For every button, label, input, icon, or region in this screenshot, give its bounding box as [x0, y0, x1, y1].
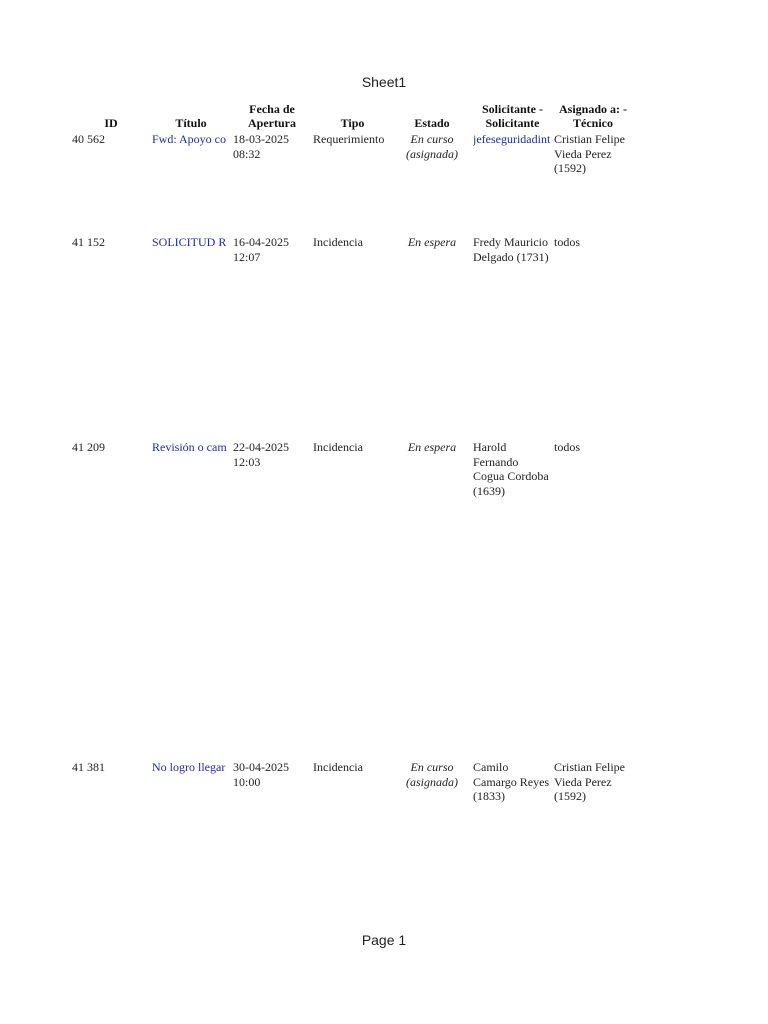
- cell-asignado: Cristian Felipe Vieda Perez (1592): [554, 132, 625, 175]
- cell-fecha: 18-03-2025 08:32: [233, 132, 289, 161]
- cell-tipo: Incidencia: [313, 760, 363, 774]
- cell-estado: En espera: [407, 440, 457, 454]
- cell-tipo: Requerimiento: [313, 132, 385, 146]
- cell-fecha: 30-04-2025 10:00: [233, 760, 289, 789]
- cell-asignado: todos: [554, 235, 581, 249]
- cell-tipo: Incidencia: [313, 235, 363, 249]
- column-header-asignado: Asignado a: - Técnico: [558, 102, 627, 130]
- cell-asignado: todos: [554, 440, 581, 454]
- cell-fecha: 22-04-2025 12:03: [233, 440, 289, 469]
- page-footer: Page 1: [361, 932, 407, 948]
- cell-estado: En curso (asignada): [406, 760, 458, 789]
- cell-id: 41 152: [72, 235, 105, 249]
- cell-solicitante: Camilo Camargo Reyes (1833): [473, 760, 550, 803]
- cell-titulo-link[interactable]: SOLICITUD R: [152, 235, 227, 249]
- cell-id: 41 381: [72, 760, 105, 774]
- sheet-title: Sheet1: [361, 74, 407, 90]
- cell-id: 41 209: [72, 440, 105, 454]
- cell-solicitante-link[interactable]: jefeseguridadint: [473, 132, 551, 146]
- column-header-fecha: Fecha de Apertura: [248, 102, 296, 130]
- cell-titulo-link[interactable]: Revisión o cam: [152, 440, 227, 454]
- cell-asignado: Cristian Felipe Vieda Perez (1592): [554, 760, 625, 803]
- column-header-titulo: Título: [175, 116, 207, 130]
- column-header-solicitante: Solicitante - Solicitante: [482, 102, 543, 130]
- cell-tipo: Incidencia: [313, 440, 363, 454]
- cell-solicitante: Fredy Mauricio Delgado (1731): [473, 235, 549, 264]
- cell-fecha: 16-04-2025 12:07: [233, 235, 289, 264]
- cell-estado: En curso (asignada): [406, 132, 458, 161]
- column-header-id: ID: [104, 116, 118, 130]
- cell-solicitante: Harold Fernando Cogua Cordoba (1639): [473, 440, 549, 498]
- cell-estado: En espera: [407, 235, 457, 249]
- column-header-tipo: Tipo: [340, 116, 365, 130]
- cell-titulo-link[interactable]: No logro llegar: [152, 760, 226, 774]
- cell-id: 40 562: [72, 132, 105, 146]
- column-header-estado: Estado: [414, 116, 450, 130]
- cell-titulo-link[interactable]: Fwd: Apoyo co: [152, 132, 227, 146]
